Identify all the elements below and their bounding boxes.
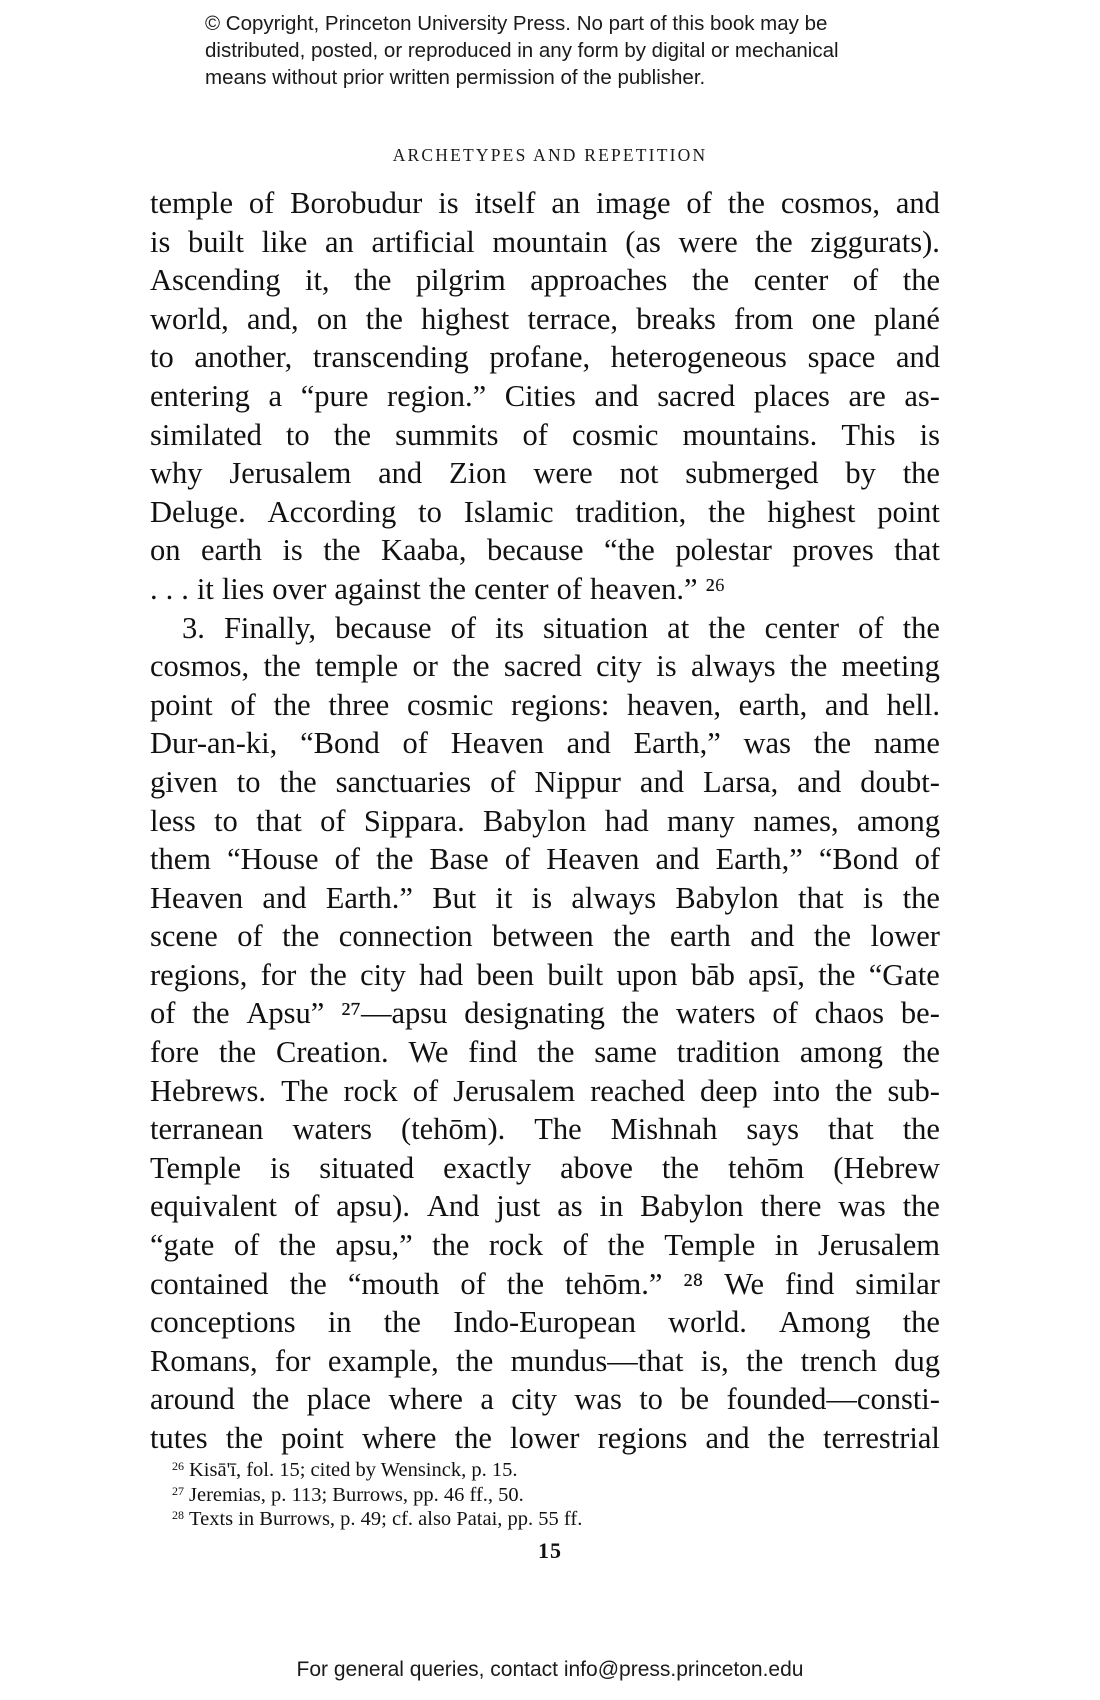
body-line: conceptions in the Indo-European world. Among the (150, 1305, 940, 1340)
body-line: Temple is situated exactly above the tehōm (Hebrew (150, 1150, 940, 1185)
body-line: of the Apsu” ²⁷—apsu designating the waters of chaos be- (150, 996, 940, 1031)
body-line: on earth is the Kaaba, because “the polestar proves that (150, 533, 940, 568)
footnote (150, 1459, 940, 1484)
contact-line: For general queries, contact info@press.princeton.edu (296, 1658, 804, 1681)
body-text (150, 184, 940, 1458)
body-line: equivalent of apsu). And just as in Babylon there was the (150, 1189, 940, 1224)
body-line: less to that of Sippara. Babylon had many names, among (150, 803, 940, 838)
copyright-notice-line: © Copyright, Princeton University Press. No part of this book may be (205, 12, 828, 35)
body-line: terranean waters (tehōm). The Mishnah says that the (150, 1112, 940, 1147)
body-line: “gate of the apsu,” the rock of the Temple in Jerusalem (150, 1228, 940, 1263)
body-line: regions, for the city had been built upon bāb apsī, the “Gate (150, 957, 940, 992)
body-line: given to the sanctuaries of Nippur and Larsa, and doubt- (150, 764, 940, 799)
body-line: why Jerusalem and Zion were not submerged by the (150, 456, 940, 491)
body-line: Dur-an-ki, “Bond of Heaven and Earth,” was the name (150, 726, 940, 761)
body-line: temple of Borobudur is itself an image of the cosmos, and (150, 186, 940, 220)
body-line: Heaven and Earth.” But it is always Babylon that is the (150, 880, 940, 915)
body-line: Ascending it, the pilgrim approaches the center of the (150, 263, 940, 298)
footnotes (150, 1459, 940, 1533)
copyright-notice-line: means without prior written permission of the publisher. (205, 66, 706, 89)
footnote-number: 28 (172, 1508, 184, 1522)
body-line: fore the Creation. We find the same tradition among the (150, 1035, 940, 1070)
footnote-text: Kisā'ī, fol. 15; cited by Wensinck, p. 15. (189, 1459, 518, 1481)
footnote (150, 1508, 940, 1533)
body-line: around the place where a city was to be founded—consti- (150, 1382, 940, 1417)
body-line: . . . it lies over against the center of heaven.” ²⁶ (150, 571, 726, 606)
running-head: ARCHETYPES AND REPETITION (392, 145, 708, 165)
body-line: cosmos, the temple or the sacred city is always the meeting (150, 649, 940, 684)
body-line: tutes the point where the lower regions and the terrestrial (150, 1421, 940, 1455)
page-number: 15 (538, 1538, 562, 1563)
copyright-notice (205, 10, 925, 91)
body-line: Romans, for example, the mundus—that is, the trench dug (150, 1343, 940, 1378)
body-line: Deluge. According to Islamic tradition, the highest point (150, 494, 940, 529)
body-line: is built like an artificial mountain (as were the ziggurats). (150, 224, 940, 259)
footnote-text: Texts in Burrows, p. 49; cf. also Patai, pp. 55 ff. (189, 1508, 583, 1530)
body-line: them “House of the Base of Heaven and Earth,” “Bond of (150, 842, 940, 877)
body-line: entering a “pure region.” Cities and sacred places are as- (150, 378, 940, 413)
body-line: 3. Finally, because of its situation at the center of the (182, 610, 940, 645)
body-line: Hebrews. The rock of Jerusalem reached deep into the sub- (150, 1073, 940, 1108)
footnote-text: Jeremias, p. 113; Burrows, pp. 46 ff., 50. (189, 1483, 524, 1506)
copyright-notice-line: distributed, posted, or reproduced in any form by digital or mechanical (205, 39, 839, 62)
body-line: point of the three cosmic regions: heaven, earth, and hell. (150, 687, 940, 722)
body-line: to another, transcending profane, heterogeneous space and (150, 340, 940, 375)
body-line: contained the “mouth of the tehōm.” ²⁸ We find similar (150, 1266, 940, 1301)
footnote (150, 1484, 940, 1509)
body-line: world, and, on the highest terrace, breaks from one plané (150, 301, 940, 336)
body-line: similated to the summits of cosmic mountains. This is (150, 417, 940, 452)
body-line: scene of the connection between the earth and the lower (150, 919, 940, 954)
footnote-number: 26 (172, 1459, 184, 1473)
footnote-number: 27 (172, 1483, 184, 1498)
